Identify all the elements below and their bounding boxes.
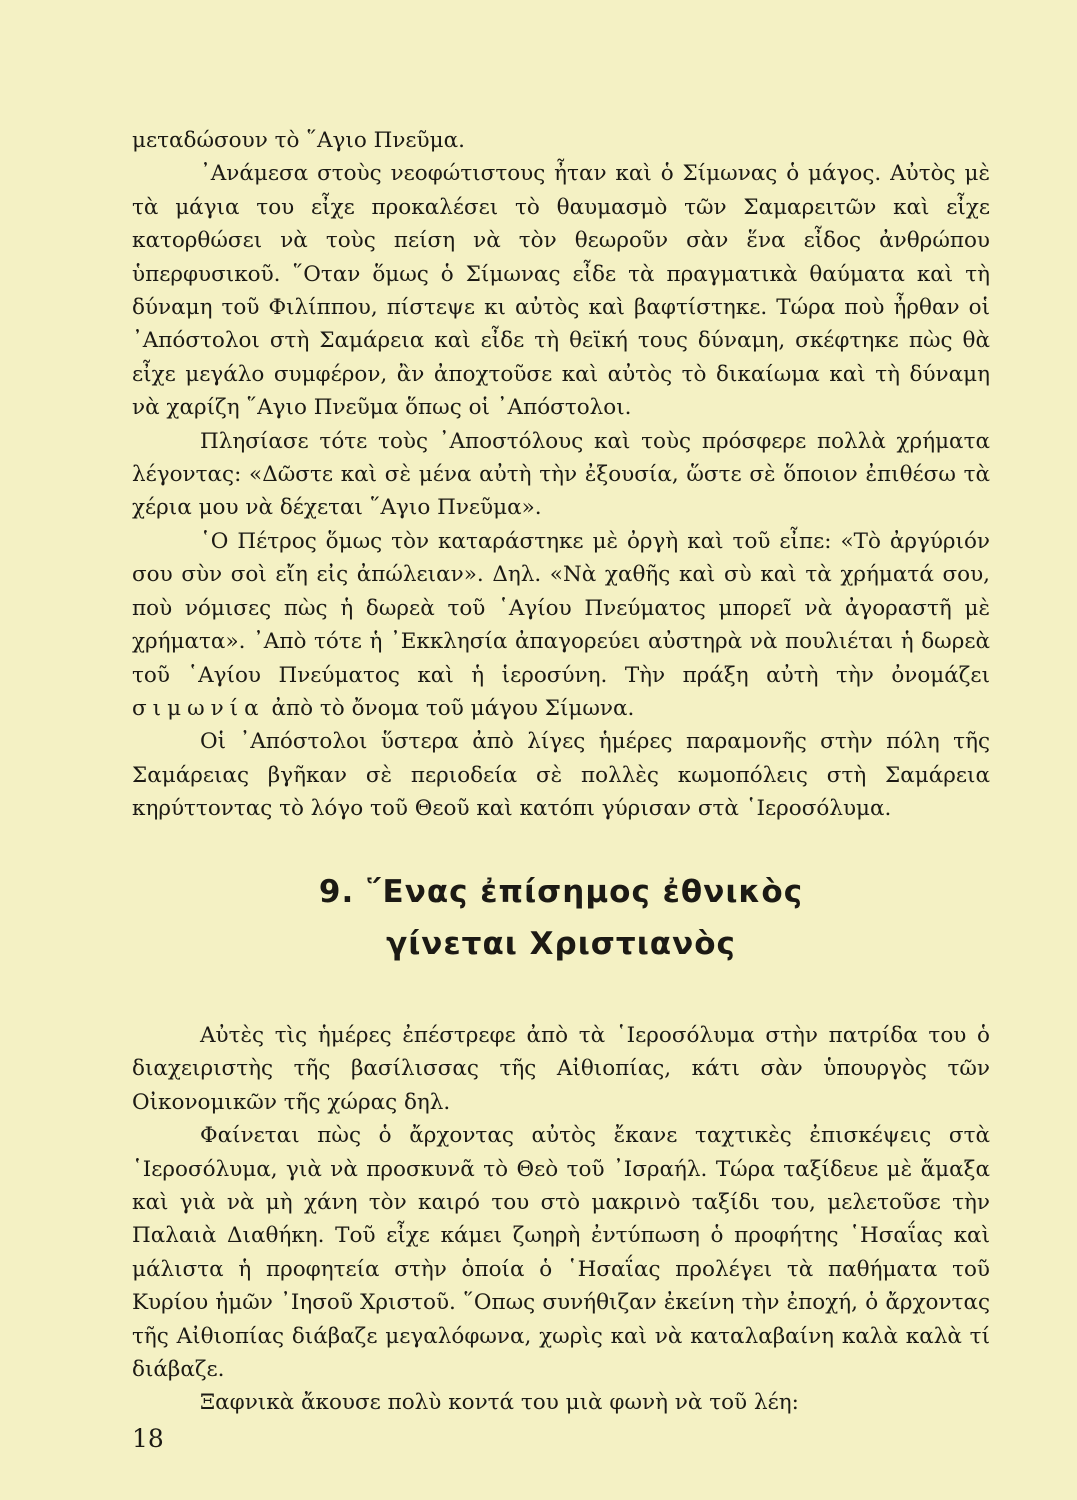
paragraph-part: ῾Ο Πέτρος ὅμως τὸν καταράστηκε μὲ ὀργὴ καὶ τοῦ εἶπε: «Τὸ ἀργύριόν σου σὺν σοὶ εἴη εἰς ἀπώλειαν». Δηλ. «Νὰ χαθῆς καὶ σὺ καὶ τὰ χρήματά σου, ποὺ νόμισες πὼς ἡ δωρεὰ τοῦ ῾Αγίου Πνεύματος μπορεῖ νὰ ἀγοραστῆ μὲ χρήματα». ᾿Απὸ τότε ἡ ᾿Εκκλησία ἀπαγορεύει αὐστηρὰ νὰ πουλιέται ἡ δωρεὰ τοῦ ῾Αγίου Πνεύματος καὶ ἡ ἱεροσύνη. Τὴν πράξη αὐτὴ τὴν ὀνομάζει (132, 528, 990, 688)
paragraph: Οἱ ᾿Απόστολοι ὕστερα ἀπὸ λίγες ἡμέρες παραμονῆς στὴν πόλη τῆς Σαμάρειας βγῆκαν σὲ περιοδεία σὲ πολλὲς κωμοπόλεις στὴ Σαμάρεια κηρύττοντας τὸ λόγο τοῦ Θεοῦ καὶ κατόπι γύρισαν στὰ ῾Ιεροσόλυμα. (132, 729, 990, 822)
section-text-bottom (132, 1019, 990, 1420)
paragraph: ᾿Ανάμεσα στοὺς νεοφώτιστους ἦταν καὶ ὁ Σίμωνας ὁ μάγος. Αὐτὸς μὲ τὰ μάγια του εἶχε προκαλέσει τὸ θαυμασμὸ τῶν Σαμαρειτῶν καὶ εἶχε κατορθώσει νὰ τοὺς πείση νὰ τὸν θεωροῦν σὰν ἕνα εἶδος ἀνθρώπου ὑπερφυσικοῦ. ῞Οταν ὅμως ὁ Σίμωνας εἶδε τὰ πραγματικὰ θαύματα καὶ τὴ δύναμη τοῦ Φιλίππου, πίστεψε κι αὐτὸς καὶ βαφτίστηκε. Τώρα ποὺ ἦρθαν οἱ ᾿Απόστολοι στὴ Σαμάρεια καὶ εἶδε τὴ θεϊκή τους δύναμη, σκέφτηκε πὼς θὰ εἶχε μεγάλο συμφέρον, ἂν ἀποχτοῦσε καὶ αὐτὸς τὸ δικαίωμα καὶ τὴ δύναμη νὰ χαρίζη ῞Αγιο Πνεῦμα ὅπως οἱ ᾿Απόστολοι. (132, 161, 990, 421)
chapter-heading-line: γίνεται Χριστιανὸς (386, 926, 736, 962)
paragraph (132, 525, 990, 725)
paragraph-part: ἀπὸ τὸ ὄνομα τοῦ μάγου Σίμωνα. (271, 695, 635, 721)
chapter-heading (132, 866, 990, 970)
paragraph: Φαίνεται πὼς ὁ ἄρχοντας αὐτὸς ἔκανε ταχτικὲς ἐπισκέψεις στὰ ῾Ιεροσόλυμα, γιὰ νὰ προσκυνᾶ τὸ Θεὸ τοῦ ᾿Ισραήλ. Τώρα ταξίδευε μὲ ἅμαξα καὶ γιὰ νὰ μὴ χάνη τὸν καιρό του στὸ μακρινὸ ταξίδι του, μελετοῦσε τὴν Παλαιὰ Διαθήκη. Τοῦ εἶχε κάμει ζωηρὴ ἐντύπωση ὁ προφήτης ῾Ησαΐας καὶ μάλιστα ἡ προφητεία στὴν ὁποία ὁ ῾Ησαΐας προλέγει τὰ παθήματα τοῦ Κυρίου ἡμῶν ᾿Ιησοῦ Χριστοῦ. ῞Οπως συνήθιζαν ἐκείνη τὴν ἐποχή, ὁ ἄρχοντας τῆς Αἰθιοπίας διάβαζε μεγαλόφωνα, χωρὶς καὶ νὰ καταλαβαίνη καλὰ καλὰ τί διάβαζε. (132, 1123, 990, 1383)
paragraph: Πλησίασε τότε τοὺς ᾿Αποστόλους καὶ τοὺς πρόσφερε πολλὰ χρήματα λέγοντας: «Δῶστε καὶ σὲ μένα αὐτὴ τὴν ἐξουσία, ὥστε σὲ ὅποιον ἐπιθέσω τὰ χέρια μου νὰ δέχεται ῞Αγιο Πνεῦμα». (132, 428, 990, 521)
paragraph: Αὐτὲς τὶς ἡμέρες ἐπέστρεφε ἀπὸ τὰ ῾Ιεροσόλυμα στὴν πατρίδα του ὁ διαχειριστὴς τῆς βασίλισσας τῆς Αἰθιοπίας, κάτι σὰν ὑπουργὸς τῶν Οἰκονομικῶν τῆς χώρας δηλ. (132, 1023, 990, 1115)
section-text-top (132, 124, 990, 826)
chapter-heading-line: 9. ῞Ενας ἐπίσημος ἐθνικὸς (318, 874, 804, 910)
paragraph: μεταδώσουν τὸ ῞Αγιο Πνεῦμα. (132, 128, 465, 153)
page-number: 18 (132, 1424, 164, 1453)
paragraph: Ξαφνικὰ ἄκουσε πολὺ κοντά του μιὰ φωνὴ νὰ τοῦ λέη: (200, 1390, 799, 1416)
emphasized-term: σιμωνία (132, 695, 265, 721)
